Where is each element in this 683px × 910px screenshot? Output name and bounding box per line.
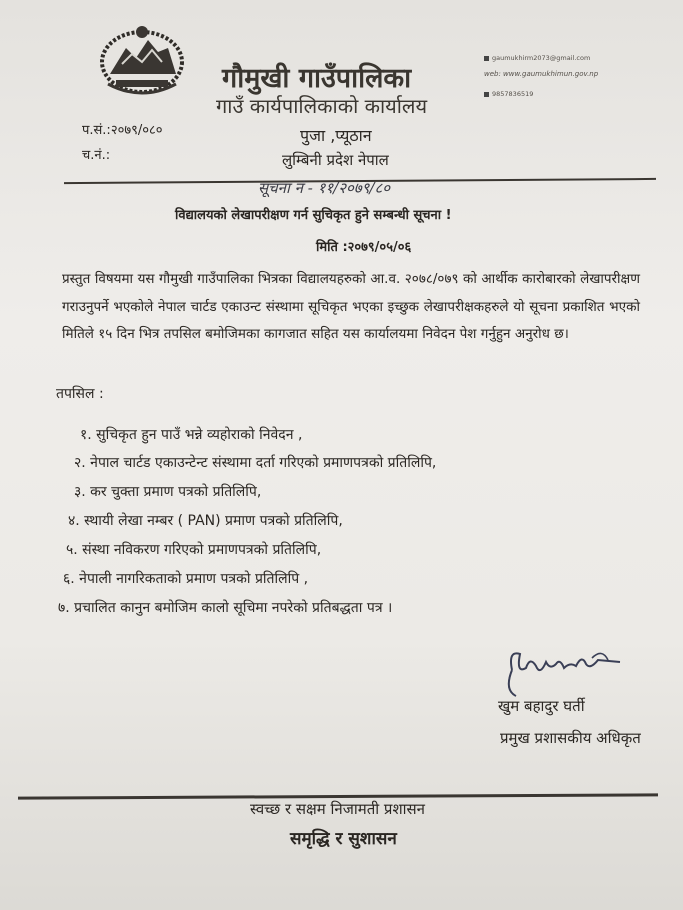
list-item: ६. नेपाली नागरिकताको प्रमाण पत्रको प्रतिलिपि , bbox=[63, 571, 309, 587]
notice-date: मिति :२०७९/०५/०६ bbox=[316, 240, 412, 255]
address-line-1: पुजा ,प्यूठान bbox=[300, 126, 372, 145]
org-name: गौमुखी गाउँपालिका bbox=[222, 63, 412, 94]
address-line-2: लुम्बिनी प्रदेश नेपाल bbox=[282, 151, 389, 169]
reference-number: प.सं.:२०७९/०८० bbox=[82, 123, 163, 138]
handwritten-reference: सूचना नं - ११/२०७९/८० bbox=[258, 179, 391, 197]
footer-slogan-2: समृद्धि र सुशासन bbox=[290, 829, 397, 849]
contact-email: gaumukhirm2073@gmail.com bbox=[484, 54, 590, 62]
phone-icon bbox=[484, 92, 489, 97]
list-item: ५. संस्था नविकरण गरिएको प्रमाणपत्रको प्रतिलिपि, bbox=[66, 542, 322, 558]
chalani-number: च.नं.: bbox=[82, 148, 111, 163]
tapasil-label: तपसिल : bbox=[56, 386, 104, 402]
signer-name: खुम बहादुर घर्ती bbox=[498, 697, 585, 715]
email-icon bbox=[484, 56, 489, 61]
notice-body: प्रस्तुत विषयमा यस गौमुखी गाउँपालिका भित्रका विद्यालयहरुको आ.व. २०७८/०७९ को आर्थीक कारोबारको लेखापरीक्षण गराउनुपर्ने भएकोले नेपाल चार्टड एकाउन्ट संस्थामा सूचिकृत भएका इच्छुक लेखापरीक्षकहरुले यो सूचना प्रकाशित भएको मितिले १५ दिन भित्र तपसिल बमोजिमका कागजात सहित यस कार्यालयमा निवेदन पेश गर्नुहुन अनुरोध छ। bbox=[62, 271, 640, 342]
list-item: २. नेपाल चार्टड एकाउन्टेन्ट संस्थामा दर्ता गरिएको प्रमाणपत्रको प्रतिलिपि, bbox=[74, 455, 437, 471]
office-name: गाउँ कार्यपालिकाको कार्यालय bbox=[216, 94, 428, 118]
contact-web: web: www.gaumukhimun.gov.np bbox=[484, 70, 599, 78]
list-item: ७. प्रचालित कानुन बमोजिम कालो सूचिमा नपरेको प्रतिबद्धता पत्र । bbox=[58, 600, 393, 616]
government-emblem-icon bbox=[96, 18, 188, 98]
signer-title: प्रमुख प्रशासकीय अधिकृत bbox=[500, 729, 641, 747]
list-item: ४. स्थायी लेखा नम्बर ( PAN) प्रमाण पत्रको प्रतिलिपि, bbox=[68, 513, 343, 529]
list-item: १. सुचिकृत हुन पाउँ भन्ने व्यहोराको निवेदन , bbox=[80, 427, 303, 443]
contact-phone: 9857836519 bbox=[484, 90, 533, 98]
list-item: ३. कर चुक्ता प्रमाण पत्रको प्रतिलिपि, bbox=[74, 484, 262, 500]
notice-subject: विद्यालयको लेखापरीक्षण गर्न सुचिकृत हुने सम्बन्धी सूचना ! bbox=[175, 208, 452, 223]
footer-slogan-1: स्वच्छ र सक्षम निजामती प्रशासन bbox=[250, 800, 425, 818]
